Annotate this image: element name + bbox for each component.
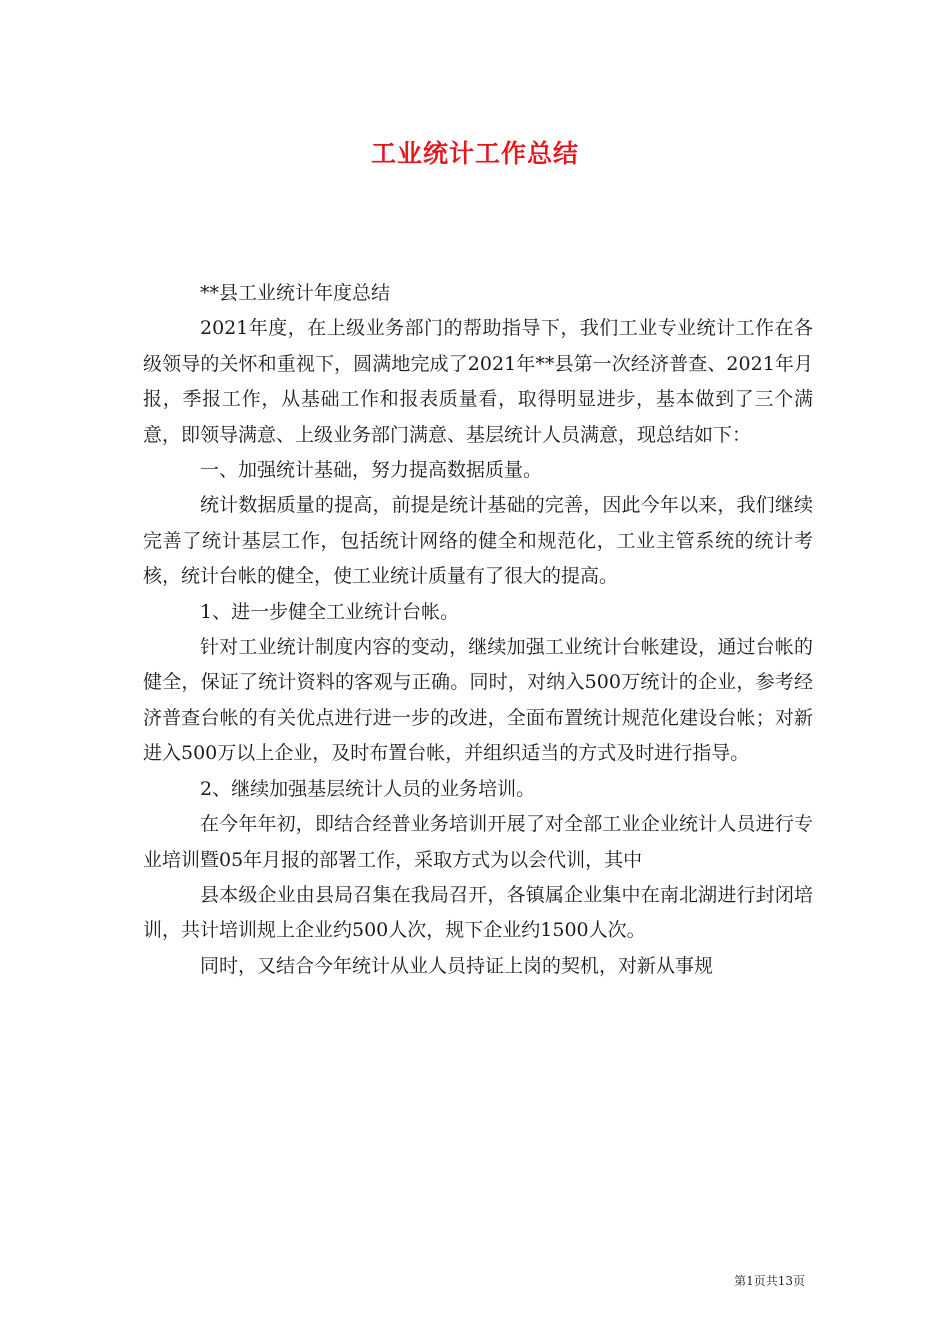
section-heading: 一、加强统计基础，努力提高数据质量。	[200, 459, 543, 482]
subsection-heading: 1、进一步健全工业统计台帐。	[200, 600, 460, 623]
paragraph: 统计数据质量的提高，前提是统计基础的完善，因此今年以来，我们继续完善了统计基层工作，包括统计网络的健全和规范化，工业主管系统的统计考核，统计台帐的健全，使工业统计质量有了很大的提高。	[143, 494, 813, 588]
subsection-heading: 2、继续加强基层统计人员的业务培训。	[200, 777, 536, 800]
paragraph: **县工业统计年度总结	[200, 282, 391, 304]
page-number: 第1页共13页	[734, 1274, 805, 1288]
paragraph: 针对工业统计制度内容的变动，继续加强工业统计台帐建设，通过台帐的健全，保证了统计资料的客观与正确。同时，对纳入500万统计的企业，参考经济普查台帐的有关优点进行进一步的改进，全面布置统计规范化建设台帐；对新进入500万以上企业，及时布置台帐，并组织适当的方式及时进行指导。	[143, 636, 813, 765]
page-title: 工业统计工作总结	[370, 139, 579, 168]
document-body	[143, 276, 813, 984]
paragraph: 县本级企业由县局召集在我局召开，各镇属企业集中在南北湖进行封闭培训，共计培训规上企业约500人次，规下企业约1500人次。	[143, 883, 813, 942]
paragraph: 在今年年初，即结合经普业务培训开展了对全部工业企业统计人员进行专业培训暨05年月报的部署工作，采取方式为以会代训，其中	[143, 813, 813, 871]
paragraph: 同时，又结合今年统计从业人员持证上岗的契机，对新从事规	[200, 954, 714, 977]
paragraph: 2021年度，在上级业务部门的帮助指导下，我们工业专业统计工作在各级领导的关怀和重视下，圆满地完成了2021年**县第一次经济普查、2021年月报，季报工作，从基础工作和报表质量看，取得明显进步，基本做到了三个满意，即领导满意、上级业务部门满意、基层统计人员满意，现总结如下：	[143, 317, 813, 446]
